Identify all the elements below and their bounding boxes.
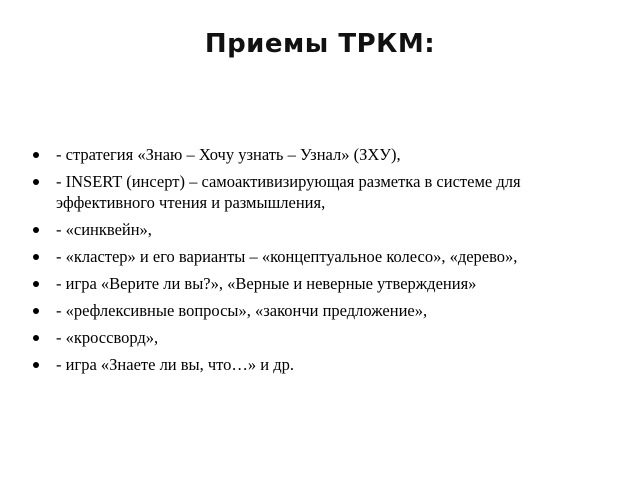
bullet-dot-icon <box>33 227 39 233</box>
bullet-item <box>33 300 623 321</box>
bullet-dot-icon <box>33 362 39 368</box>
bullet-item <box>33 219 623 240</box>
bullet-dot-icon <box>33 335 39 341</box>
bullet-item <box>33 246 623 267</box>
bullet-item <box>33 354 623 375</box>
bullet-text: - стратегия «Знаю – Хочу узнать – Узнал» (ЗХУ), <box>56 145 401 164</box>
bullet-list <box>33 144 623 381</box>
bullet-dot-icon <box>33 179 39 185</box>
bullet-text: - «кластер» и его варианты – «концептуальное колесо», «дерево», <box>56 247 518 266</box>
bullet-text: - «синквейн», <box>56 220 152 239</box>
bullet-text: - INSERT (инсерт) – самоактивизирующая разметка в системе для эффективного чтения и размышления, <box>56 172 521 212</box>
bullet-dot-icon <box>33 254 39 260</box>
bullet-text: - «рефлексивные вопросы», «закончи предложение», <box>56 301 428 320</box>
bullet-dot-icon <box>33 281 39 287</box>
bullet-item <box>33 327 623 348</box>
bullet-item <box>33 171 623 213</box>
slide-title: Приемы ТРКМ: <box>204 29 436 59</box>
bullet-text: - «кроссворд», <box>56 328 159 347</box>
bullet-item <box>33 144 623 165</box>
bullet-dot-icon <box>33 308 39 314</box>
bullet-text: - игра «Верите ли вы?», «Верные и неверные утверждения» <box>56 274 477 293</box>
bullet-text: - игра «Знаете ли вы, что…» и др. <box>56 355 295 374</box>
bullet-item <box>33 273 623 294</box>
bullet-dot-icon <box>33 152 39 158</box>
